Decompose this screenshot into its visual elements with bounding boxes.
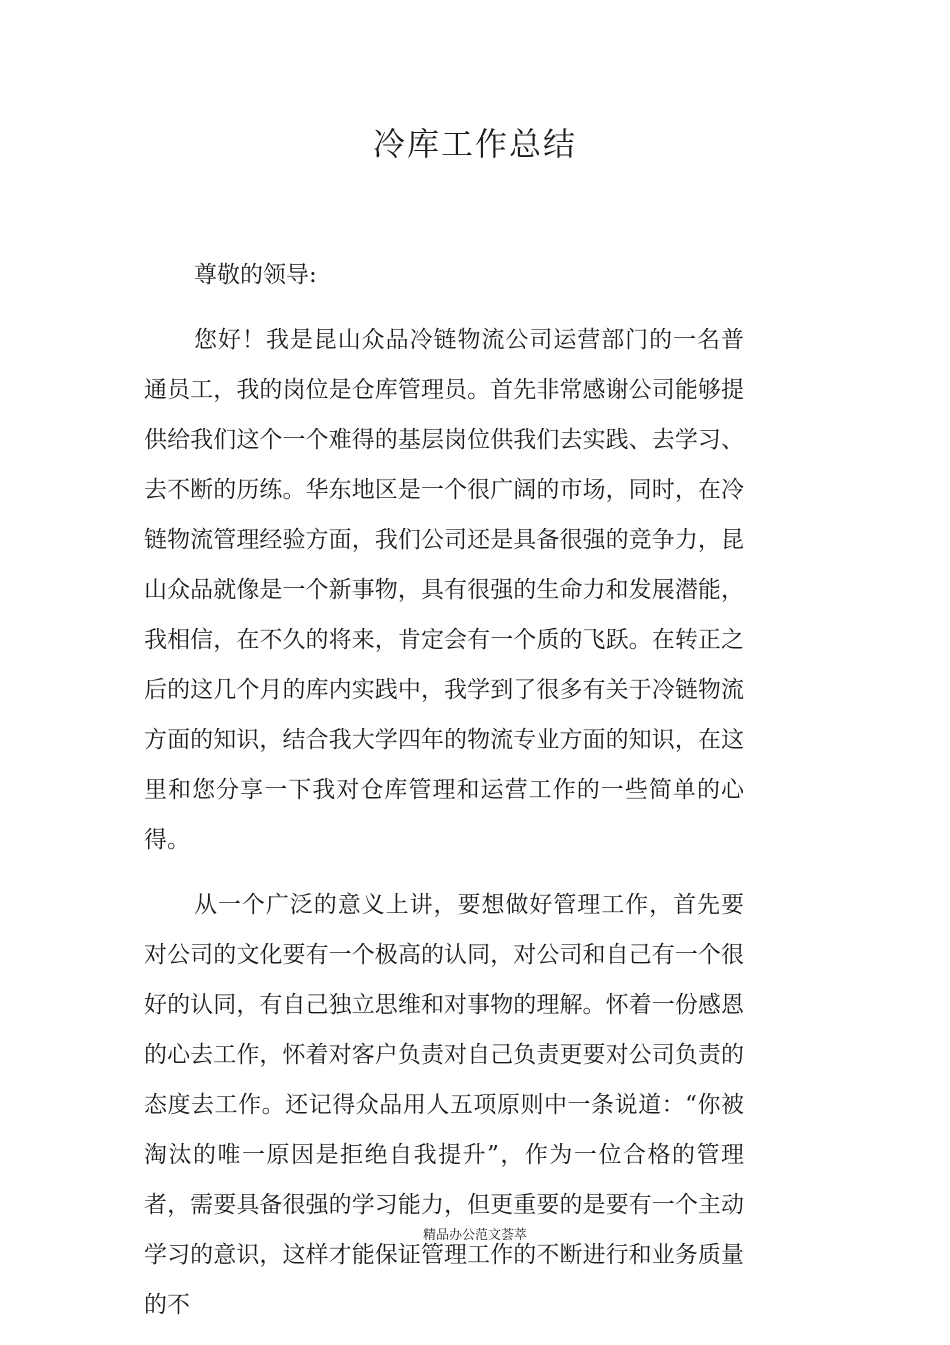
page-footer: 精品办公范文荟萃 [422, 1228, 527, 1243]
document-body [144, 250, 744, 1330]
document-title: 冷库工作总结 [372, 125, 577, 163]
salutation: 尊敬的领导: [194, 262, 317, 288]
paragraph-intro: 您好！我是昆山众品冷链物流公司运营部门的一名普通员工，我的岗位是仓库管理员。首先非常感谢公司能够提供给我们这个一个难得的基层岗位供我们去实践、去学习、去不断的历练。华东地区是一个很广阔的市场，同时，在冷链物流管理经验方面，我们公司还是具备很强的竞争力，昆山众品就像是一个新事物，具有很强的生命力和发展潜能，我相信，在不久的将来，肯定会有一个质的飞跃。在转正之后的这几个月的库内实践中，我学到了很多有关于冷链物流方面的知识，结合我大学四年的物流专业方面的知识，在这里和您分享一下我对仓库管理和运营工作的一些简单的心得。 [144, 327, 744, 853]
paragraph-management: 从一个广泛的意义上讲，要想做好管理工作，首先要对公司的文化要有一个极高的认同，对公司和自己有一个很好的认同，有自己独立思维和对事物的理解。怀着一份感恩的心去工作，怀着对客户负责对自己负责更要对公司负责的态度去工作。还记得众品用人五项原则中一条说道：“你被淘汰的唯一原因是拒绝自我提升”，作为一位合格的管理者，需要具备很强的学习能力，但更重要的是要有一个主动学习的意识，这样才能保证管理工作的不断进行和业务质量的不 [144, 892, 744, 1318]
